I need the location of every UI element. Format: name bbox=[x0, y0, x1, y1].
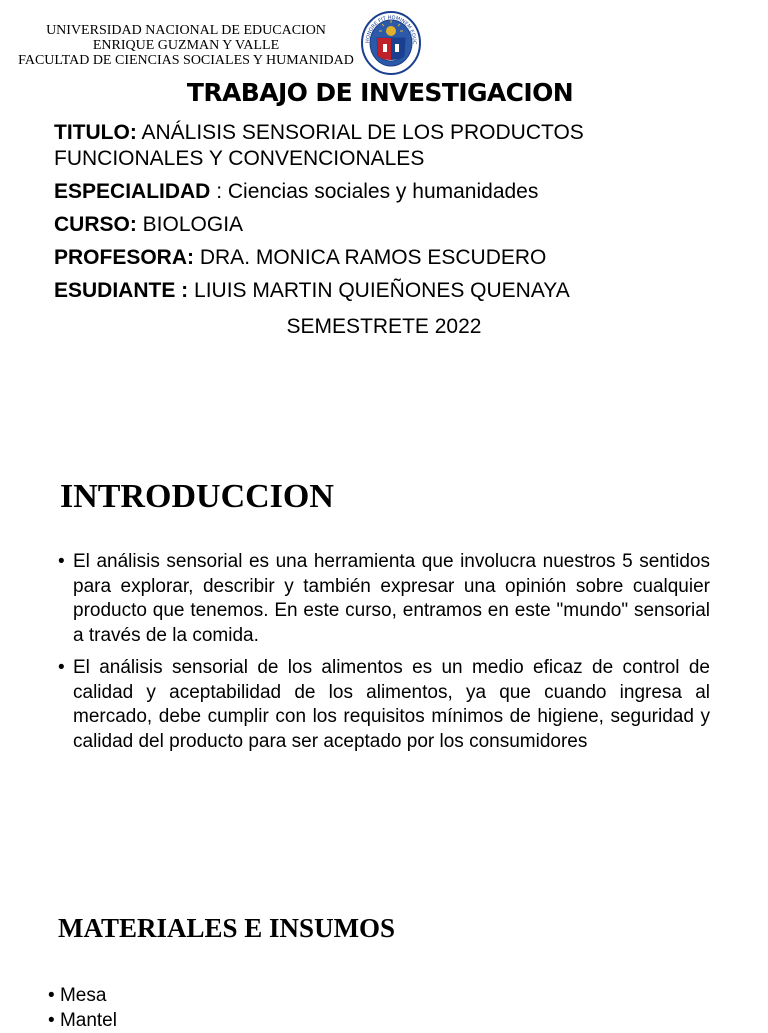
list-item bbox=[48, 1008, 117, 1033]
materials-heading: MATERIALES E INSUMOS bbox=[58, 913, 396, 943]
field-curso bbox=[54, 212, 754, 238]
university-seal-icon bbox=[360, 10, 422, 76]
bullet-icon: • bbox=[58, 551, 65, 572]
list-item-text: El análisis sensorial es una herramienta que involucra nuestros 5 sentidos para explorar, describir y también expresar una opinión sobre cualquier producto que tenemos. En este curso, entramos en este "mundo" sensorial a través de la comida. bbox=[73, 551, 710, 646]
field-value: DRA. MONICA RAMOS ESCUDERO bbox=[194, 246, 547, 269]
faculty-line: FACULTAD DE CIENCIAS SOCIALES Y HUMANIDAD bbox=[18, 53, 354, 68]
bullet-icon: • bbox=[58, 657, 65, 678]
list-item-text: El análisis sensorial de los alimentos es un medio eficaz de control de calidad y aceptabilidad de los alimentos, ya que cuando ingresa al mercado, debe cumplir con los requisitos mínimos de higiene, seguridad y calidad del producto para ser aceptado por los consumidores bbox=[73, 657, 710, 752]
introduction-list bbox=[58, 550, 710, 762]
field-estudiante bbox=[54, 278, 754, 304]
field-value: LIUIS MARTIN QUIEÑONES QUENAYA bbox=[188, 279, 570, 302]
field-especialidad bbox=[54, 179, 754, 205]
list-item bbox=[48, 983, 117, 1008]
university-name bbox=[0, 23, 372, 68]
semester: SEMESTRETE 2022 bbox=[286, 315, 482, 338]
field-value: ANÁLISIS SENSORIAL DE LOS PRODUCTOS bbox=[136, 121, 584, 144]
field-label: TITULO: bbox=[54, 121, 137, 144]
field-label: PROFESORA: bbox=[54, 246, 195, 269]
bullet-icon: • bbox=[48, 1010, 55, 1031]
materials-list bbox=[48, 983, 117, 1033]
field-titulo bbox=[54, 120, 754, 172]
field-value: : Ciencias sociales y humanidades bbox=[210, 180, 539, 203]
introduction-heading: INTRODUCCION bbox=[60, 478, 334, 515]
field-label: ESPECIALIDAD bbox=[54, 180, 211, 203]
field-value: BIOLOGIA bbox=[136, 213, 244, 236]
field-label: CURSO: bbox=[54, 213, 137, 236]
field-profesora bbox=[54, 245, 754, 271]
field-label: ESUDIANTE : bbox=[54, 279, 189, 302]
list-item bbox=[58, 656, 710, 754]
university-line: UNIVERSIDAD NACIONAL DE EDUCACION bbox=[46, 23, 326, 38]
bullet-icon: • bbox=[48, 985, 55, 1006]
document-fields bbox=[54, 120, 754, 311]
seal-text: HONORE FIT HOMINEM EDUC bbox=[364, 14, 418, 45]
field-value-continued: FUNCIONALES Y CONVENCIONALES bbox=[54, 147, 425, 170]
university-line: ENRIQUE GUZMAN Y VALLE bbox=[92, 38, 280, 53]
list-item-text: Mantel bbox=[59, 1010, 117, 1031]
list-item bbox=[58, 550, 710, 648]
list-item-text: Mesa bbox=[59, 985, 107, 1006]
document-title: TRABAJO DE INVESTIGACION bbox=[186, 78, 574, 107]
